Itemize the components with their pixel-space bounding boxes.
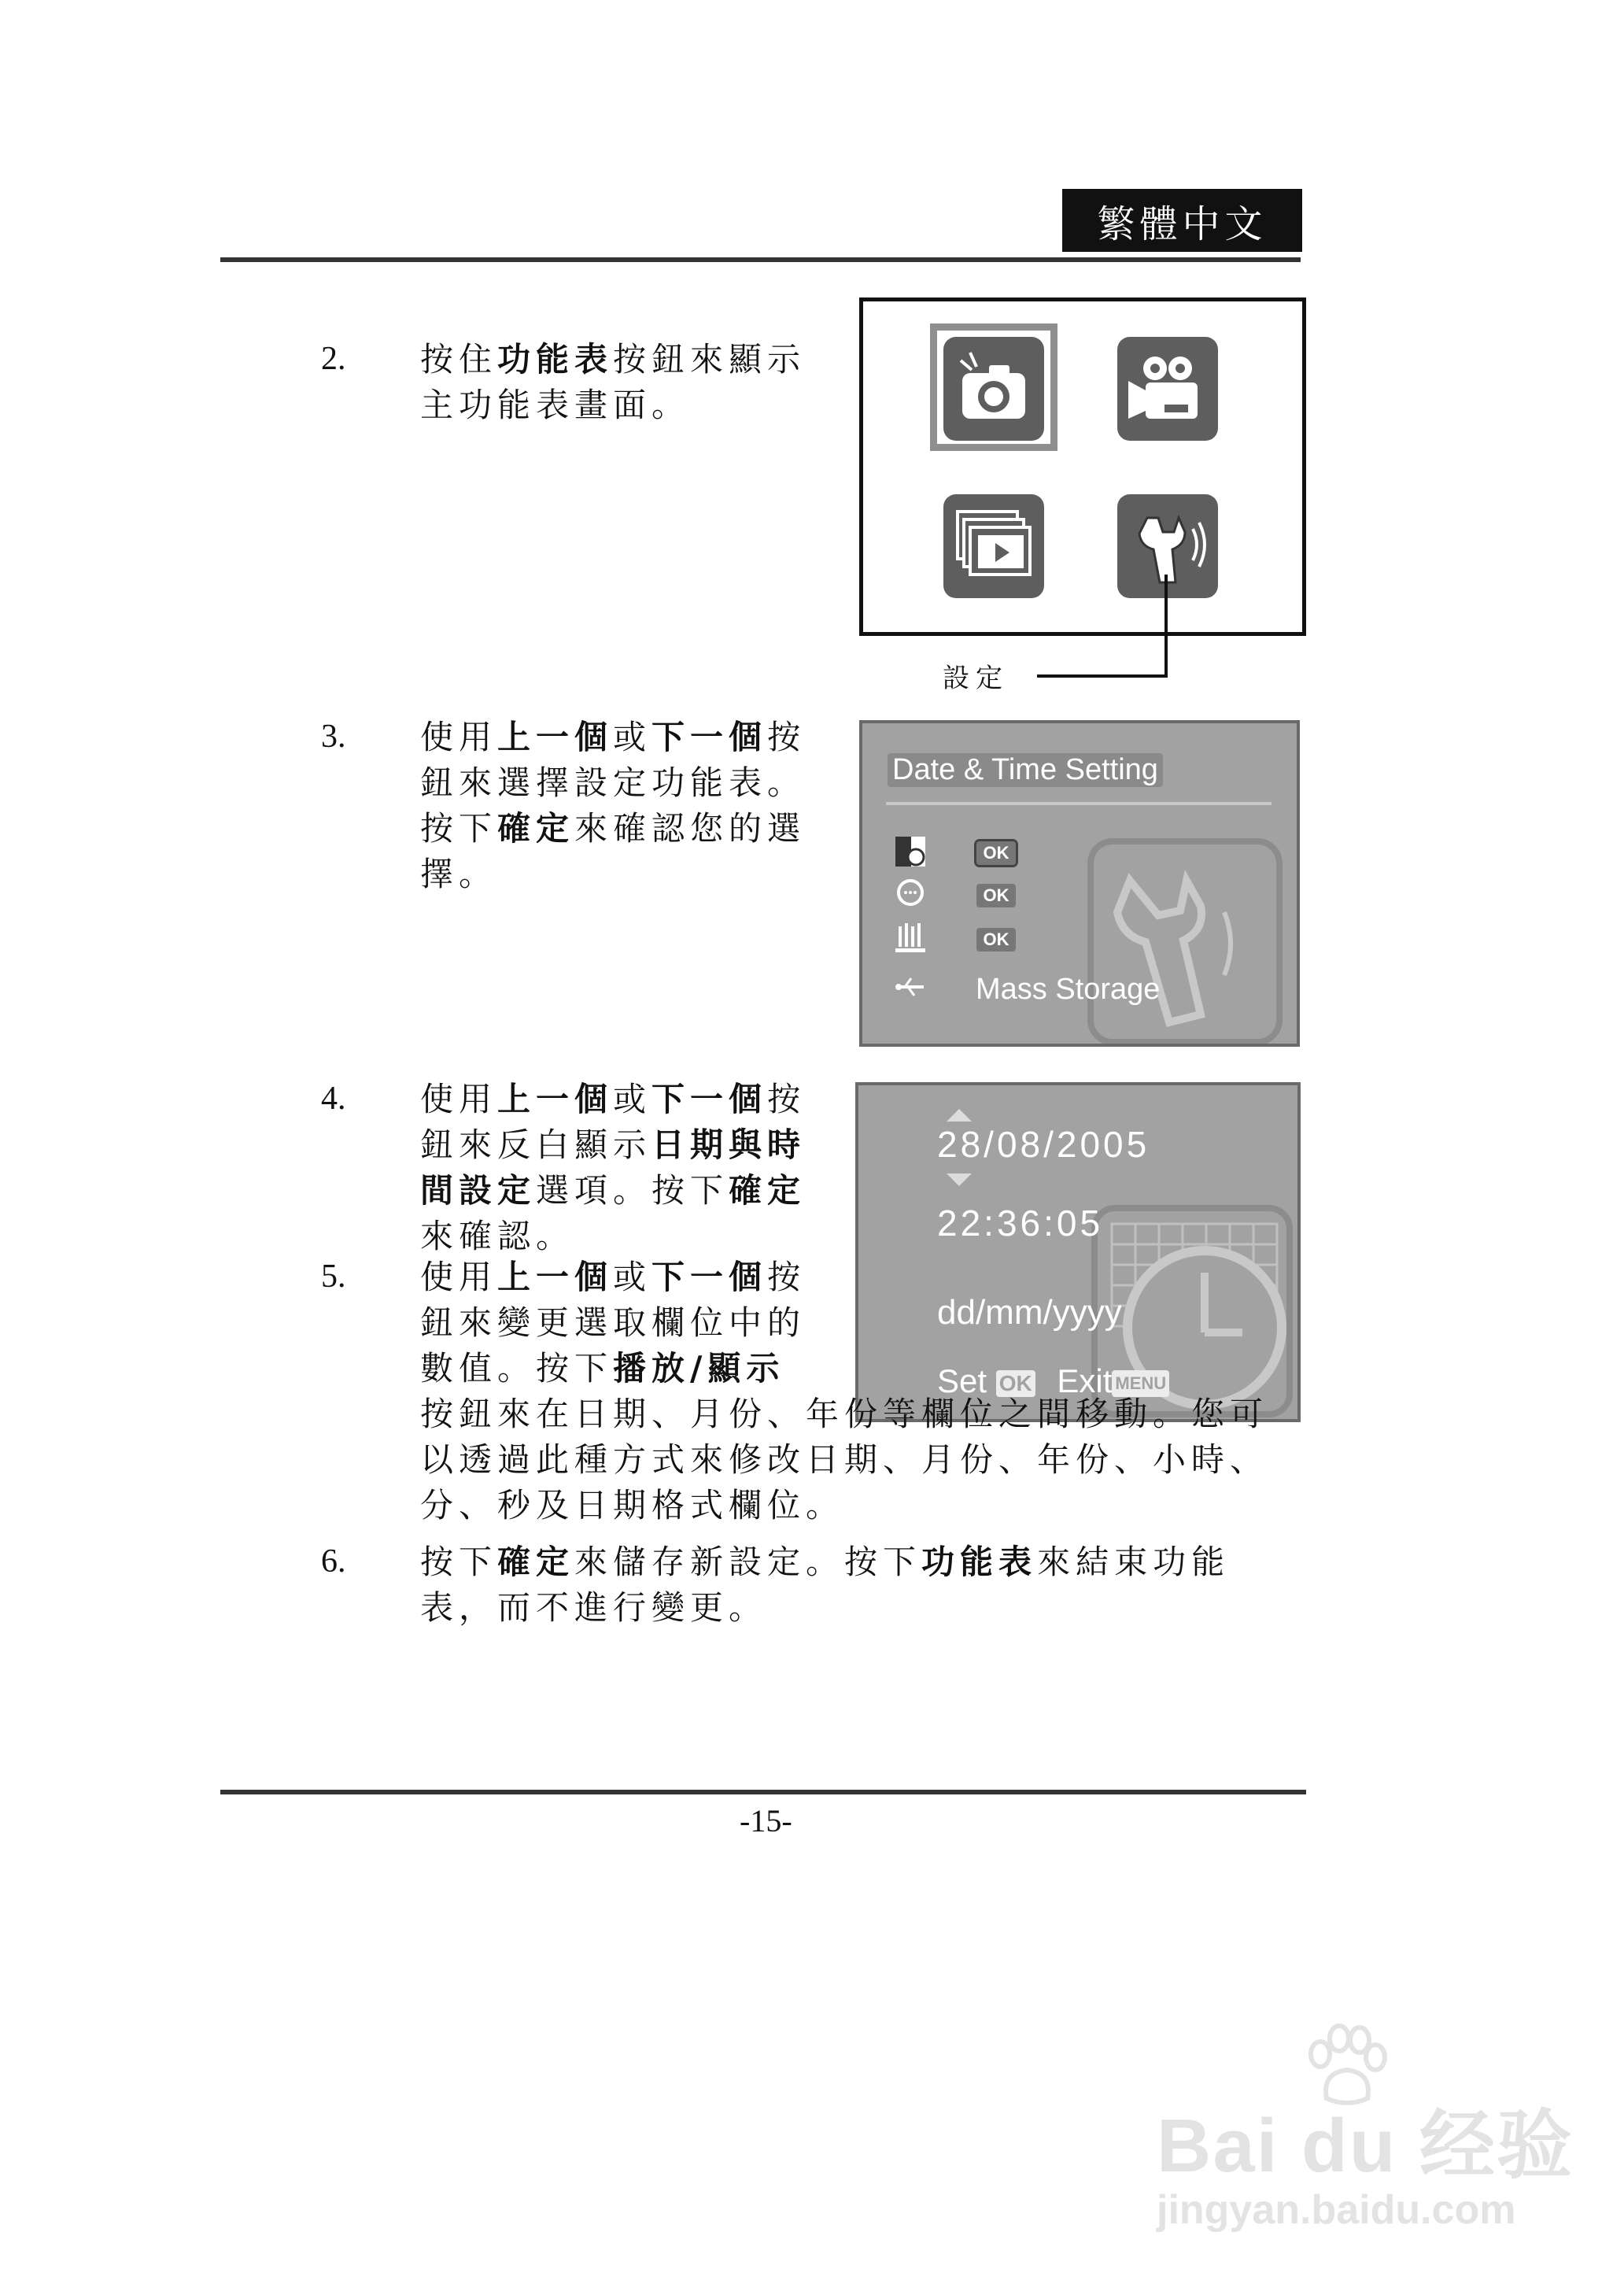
- screen-title: Date & Time Setting: [888, 753, 1163, 787]
- date-time-screen: [855, 1082, 1301, 1422]
- date-field[interactable]: 28/08/2005: [937, 1124, 1150, 1165]
- step-3-number: 3.: [321, 719, 346, 755]
- callout-line: [1037, 674, 1168, 678]
- set-label: Set: [937, 1362, 987, 1399]
- format-icon: [892, 920, 928, 956]
- menu-badge[interactable]: MENU: [1112, 1370, 1169, 1397]
- decrease-arrow-icon[interactable]: [947, 1173, 972, 1186]
- step-4-number: 4.: [321, 1081, 346, 1117]
- main-menu-screen: [859, 298, 1306, 636]
- usb-mode-value: Mass Storage: [976, 973, 1161, 1006]
- wrench-watermark-icon: [1083, 833, 1287, 1046]
- ok-badge[interactable]: OK: [996, 1370, 1035, 1397]
- ok-badge[interactable]: OK: [976, 928, 1016, 952]
- playback-icon[interactable]: [943, 494, 1044, 598]
- increase-arrow-icon[interactable]: [947, 1109, 972, 1122]
- exit-label: Exit: [1057, 1362, 1113, 1399]
- step-6-number: 6.: [321, 1543, 346, 1580]
- time-field[interactable]: 22:36:05: [937, 1203, 1104, 1244]
- ok-badge[interactable]: OK: [976, 884, 1016, 907]
- step-3-text: 使用上一個或下一個按鈕來選擇設定功能表。按下確定來確認您的選擇。: [420, 718, 806, 893]
- title-underline: [886, 802, 1272, 805]
- footer-rule: [220, 1790, 1306, 1794]
- video-camera-icon[interactable]: [1117, 337, 1218, 441]
- step-5-tail: 按鈕來在日期、月份、年份等欄位之間移動。您可以透過此種方式來修改日期、月份、年份、小時、分、秒及日期格式欄位。: [420, 1395, 1269, 1524]
- header-rule: [220, 257, 1301, 262]
- step-6-text: 按下確定來儲存新設定。按下功能表來結束功能表，而不進行變更。: [420, 1543, 1231, 1627]
- settings-wrench-icon[interactable]: [1117, 494, 1218, 598]
- step-2-text: 按住功能表按鈕來顯示主功能表畫面。: [420, 340, 806, 424]
- settings-menu-screen: [859, 720, 1300, 1047]
- ok-badge[interactable]: OK: [976, 841, 1016, 865]
- camera-icon[interactable]: [943, 337, 1044, 441]
- callout-settings-label: 設定: [943, 663, 1009, 694]
- language-icon: [892, 876, 928, 912]
- step-5-number: 5.: [321, 1258, 346, 1295]
- date-time-icon: [892, 833, 928, 870]
- callout-line: [1164, 575, 1168, 677]
- language-badge: 繁體中文: [1062, 189, 1302, 252]
- watermark-brand: Bai du 经验: [1157, 2104, 1574, 2188]
- step-2-number: 2.: [321, 341, 346, 377]
- usb-icon: [892, 969, 928, 1005]
- watermark-url: jingyan.baidu.com: [1157, 2187, 1516, 2233]
- step-5-text: 使用上一個或下一個按鈕來變更選取欄位中的數值。按下播放/顯示: [420, 1258, 806, 1388]
- page-number: -15-: [740, 1803, 792, 1839]
- date-format-field[interactable]: dd/mm/yyyy: [937, 1293, 1122, 1332]
- step-4-text: 使用上一個或下一個按鈕來反白顯示日期與時間設定選項。按下確定來確認。: [420, 1080, 806, 1255]
